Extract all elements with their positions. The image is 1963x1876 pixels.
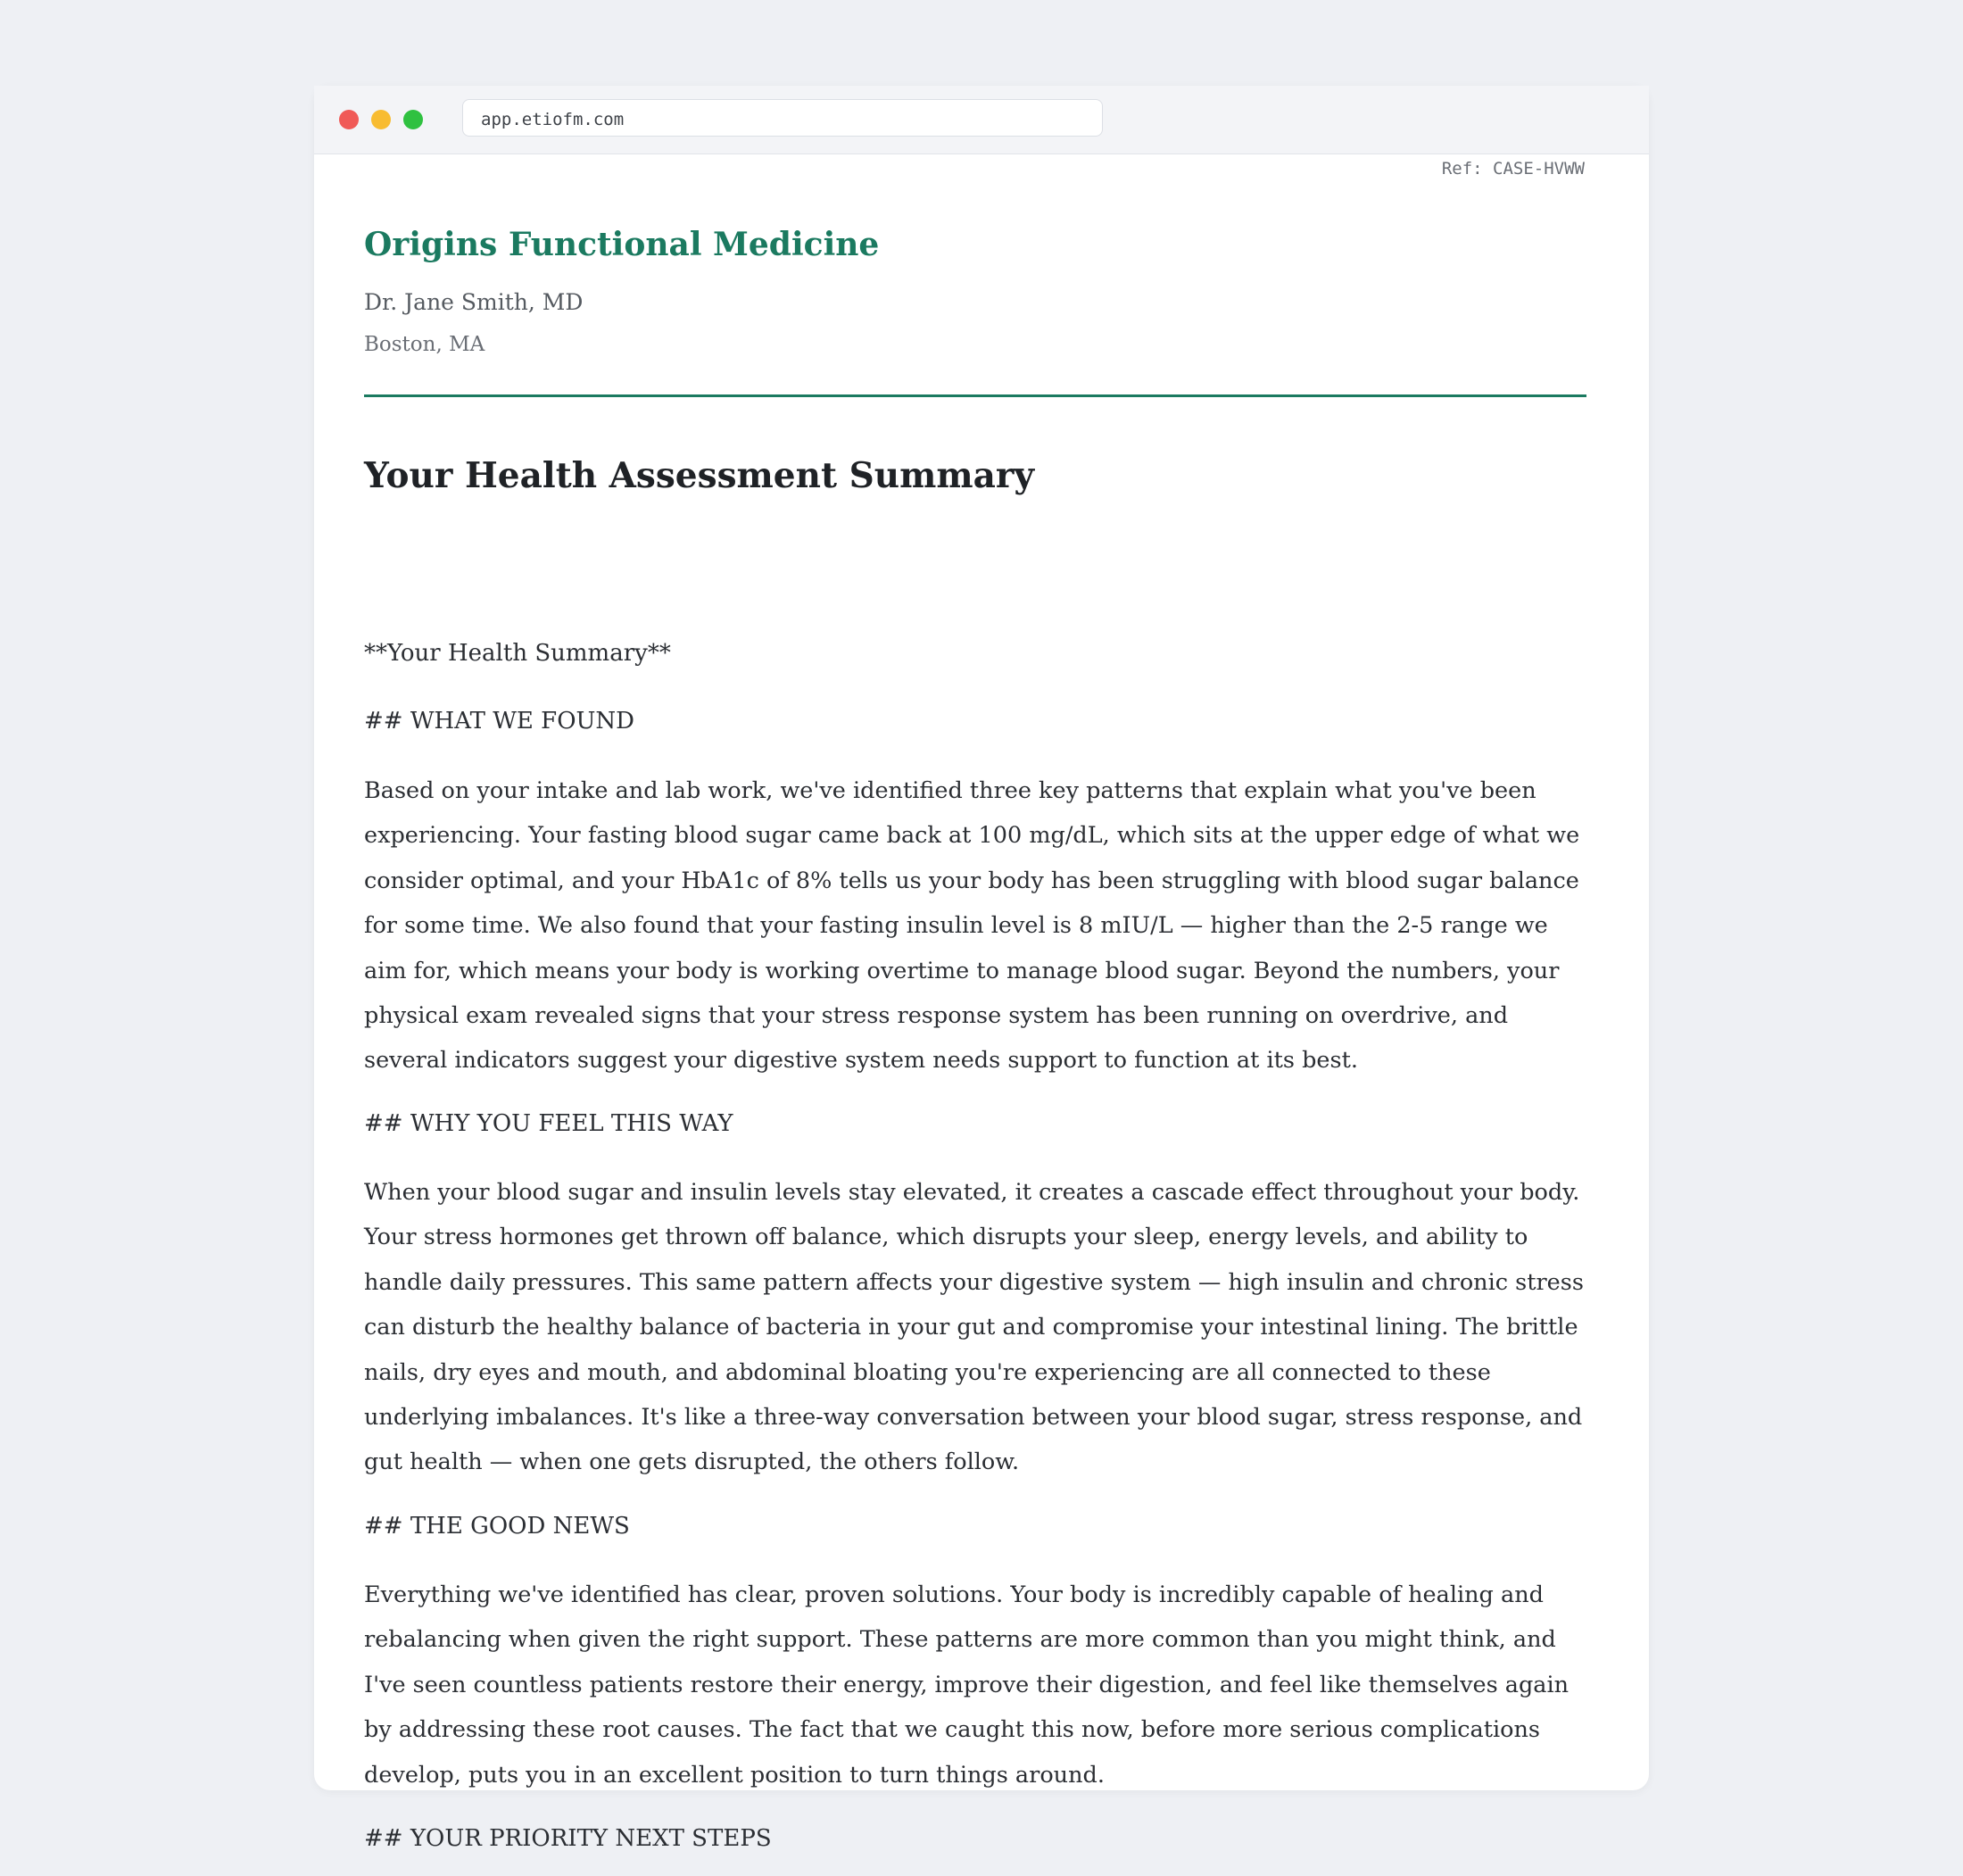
browser-window [314, 86, 1649, 1852]
header-divider [364, 394, 1586, 397]
address-bar[interactable] [462, 99, 1103, 137]
close-window-button[interactable] [339, 110, 359, 129]
maximize-window-button[interactable] [403, 110, 423, 129]
section-heading-what-we-found: ## WHAT WE FOUND [364, 708, 635, 735]
case-reference: Ref: CASE-HVWW [1441, 159, 1585, 178]
practice-name: Origins Functional Medicine [364, 226, 880, 263]
section-body-why-you-feel: When your blood sugar and insulin levels stay elevated, it creates a cascade effect throughout your body. Your stress hormones get thrown off balance, which disrupts your sleep, energy levels, and ability to handle daily pressures. This same pattern affects your digestive system — high insulin and chronic stress can disturb the healthy balance of bacteria in your gut and compromise your intestinal lining. The brittle nails, dry eyes and mouth, and abdominal bloating you're experiencing are all connected to these underlying imbalances. It's like a three-way conversation between your blood sugar, stress response, and gut health — when one gets disrupted, the others follow. [364, 1179, 1584, 1476]
url-text: app.etiofm.com [481, 110, 625, 129]
section-body-what-we-found: Based on your intake and lab work, we've identified three key patterns that explain what you've been experiencing. Your fasting blood sugar came back at 100 mg/dL, which sits at the upper edge of what we consider optimal, and your HbA1c of 8% tells us your body has been struggling with blood sugar balance for some time. We also found that your fasting insulin level is 8 mIU/L — higher than the 2-5 range we aim for, which means your body is working overtime to manage blood sugar. Beyond the numbers, your physical exam revealed signs that your stress response system has been running on overdrive, and several indicators suggest your digestive system needs support to function at its best. [364, 777, 1580, 1075]
section-body-good-news: Everything we've identified has clear, proven solutions. Your body is incredibly capable of healing and rebalancing when given the right support. These patterns are more common than you might think, and I've seen countless patients restore their energy, improve their digestion, and feel like themselves again by addressing these root causes. The fact that we caught this now, before more serious complications develop, puts you in an excellent position to turn things around. [364, 1581, 1570, 1789]
section-heading-next-steps: ## YOUR PRIORITY NEXT STEPS [364, 1825, 772, 1852]
browser-titlebar [314, 86, 1649, 154]
section-heading-why-you-feel: ## WHY YOU FEEL THIS WAY [364, 1110, 733, 1137]
summary-label: **Your Health Summary** [364, 640, 671, 667]
section-heading-good-news: ## THE GOOD NEWS [364, 1513, 630, 1540]
document-title: Your Health Assessment Summary [364, 455, 1035, 496]
doctor-name: Dr. Jane Smith, MD [364, 289, 584, 315]
practice-location: Boston, MA [364, 333, 485, 356]
minimize-window-button[interactable] [371, 110, 391, 129]
